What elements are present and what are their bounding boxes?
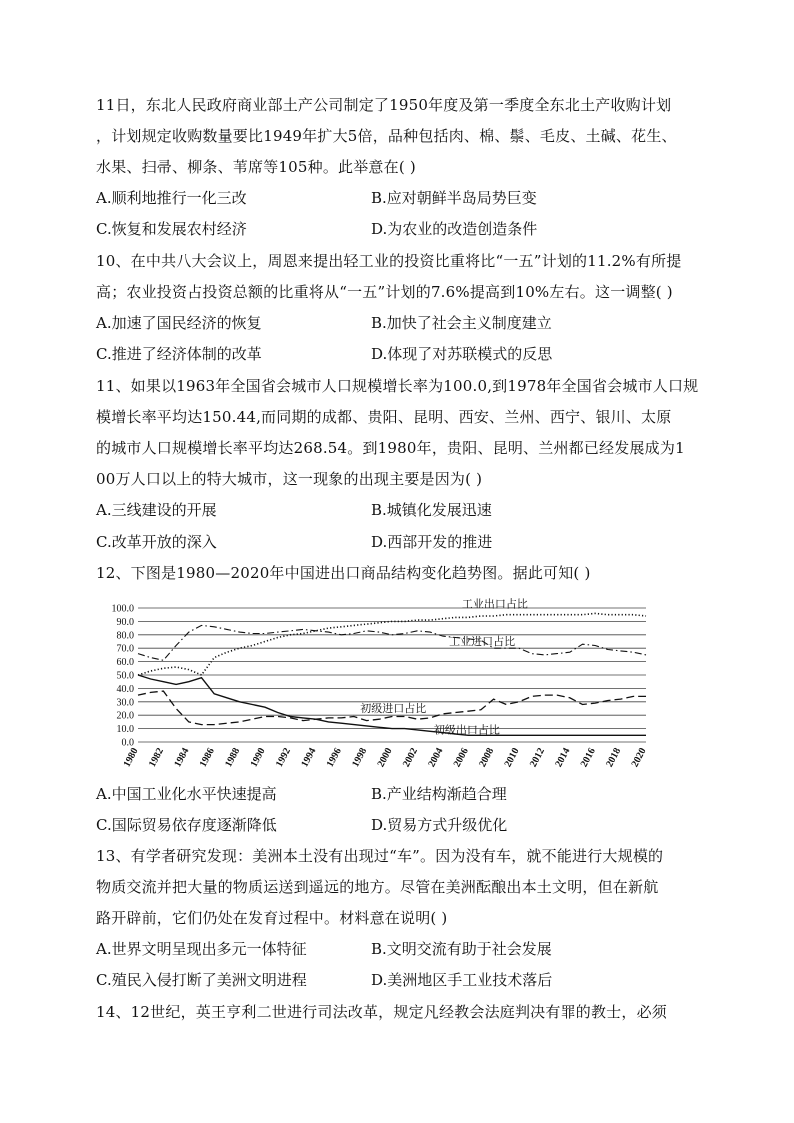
y-tick-label: 10.0 [116, 724, 134, 736]
option-a[interactable]: A.三线建设的开展 [96, 501, 217, 519]
x-tick-label: 1980 [121, 746, 141, 770]
y-tick-label: 30.0 [116, 697, 134, 709]
option-a[interactable]: A.顺利地推行一化三改 [96, 189, 247, 207]
x-tick-label: 2012 [527, 746, 548, 770]
option-d[interactable]: D.西部开发的推进 [371, 533, 493, 551]
option-d[interactable]: D.贸易方式升级优化 [371, 816, 508, 834]
x-tick-label: 2014 [553, 746, 573, 770]
x-tick-label: 2008 [477, 746, 497, 770]
x-tick-label: 2006 [451, 746, 471, 770]
option-d[interactable]: D.美洲地区手工业技术落后 [371, 971, 553, 989]
y-tick-label: 80.0 [116, 630, 134, 642]
y-tick-label: 60.0 [116, 657, 134, 669]
option-c[interactable]: C.殖民入侵打断了美洲文明进程 [96, 971, 307, 989]
option-b[interactable]: B.应对朝鲜半岛局势巨变 [371, 189, 537, 207]
question-text-line: 00万人口以上的特大城市，这一现象的出现主要是因为( ) [96, 470, 483, 488]
x-tick-label: 1990 [248, 746, 268, 770]
question-text-line: 模增长率平均达150.44,而同期的成都、贵阳、昆明、西安、兰州、西宁、银川、太原 [96, 408, 672, 426]
x-tick-label: 2016 [578, 746, 598, 770]
y-tick-label: 20.0 [116, 710, 134, 722]
x-tick-label: 2004 [426, 746, 446, 770]
trade-structure-chart [96, 596, 656, 776]
x-tick-label: 1982 [146, 746, 167, 770]
x-tick-label: 1984 [172, 746, 192, 770]
x-tick-label: 1988 [223, 746, 243, 770]
y-tick-label: 100.0 [111, 603, 134, 615]
y-tick-label: 70.0 [116, 643, 134, 655]
x-tick-label: 1986 [197, 746, 217, 770]
question-text-line: 10、在中共八大会议上，周恩来提出轻工业的投资比重将比“一五”计划的11.2%有所提 [96, 252, 682, 270]
y-tick-label: 40.0 [116, 683, 134, 695]
y-tick-label: 50.0 [116, 670, 134, 682]
option-a[interactable]: A.加速了国民经济的恢复 [96, 314, 262, 332]
x-tick-label: 2020 [629, 746, 649, 770]
series-label: 工业出口占比 [461, 598, 528, 611]
question-text-line: 高；农业投资占投资总额的比重将从“一五”计划的7.6%提高到10%左右。这一调整( ) [96, 283, 673, 301]
question-text-line: 路开辟前，它们仍处在发育过程中。材料意在说明( ) [96, 909, 448, 927]
question-text-line: 11日，东北人民政府商业部土产公司制定了1950年度及第一季度全东北土产收购计划 [96, 96, 672, 114]
series-label: 工业进口占比 [449, 635, 516, 648]
series-label: 初级出口占比 [433, 724, 500, 737]
option-c[interactable]: C.国际贸易依存度逐渐降低 [96, 816, 277, 834]
option-d[interactable]: D.体现了对苏联模式的反思 [371, 345, 553, 363]
option-b[interactable]: B.产业结构渐趋合理 [371, 785, 507, 803]
x-tick-label: 1998 [350, 746, 370, 770]
x-tick-label: 2000 [375, 746, 395, 770]
series-line [138, 625, 646, 660]
question-text-line: 水果、扫帚、柳条、苇席等105种。此举意在( ) [96, 158, 416, 176]
question-text-line: 的城市人口规模增长率平均达268.54。到1980年，贵阳、昆明、兰州都已经发展成为1 [96, 439, 685, 457]
option-b[interactable]: B.文明交流有助于社会发展 [371, 940, 552, 958]
line-chart [96, 596, 656, 776]
option-c[interactable]: C.恢复和发展农村经济 [96, 220, 247, 238]
series-label: 初级进口占比 [360, 702, 427, 715]
x-tick-label: 1994 [299, 746, 319, 770]
y-tick-label: 0.0 [121, 737, 134, 749]
y-tick-label: 90.0 [116, 616, 134, 628]
option-d[interactable]: D.为农业的改造创造条件 [371, 220, 538, 238]
x-tick-label: 1996 [324, 746, 344, 770]
question-text-line: 物质交流并把大量的物质运送到遥远的地方。尽管在美洲酝酿出本土文明，但在新航 [96, 878, 659, 896]
option-b[interactable]: B.城镇化发展迅速 [371, 501, 492, 519]
question-text-line: 11、如果以1963年全国省会城市人口规模增长率为100.0,到1978年全国省会城市人口规 [96, 377, 699, 395]
option-a[interactable]: A.中国工业化水平快速提高 [96, 785, 277, 803]
x-tick-label: 2018 [604, 746, 624, 770]
question-text-line: 12、下图是1980—2020年中国进出口商品结构变化趋势图。据此可知( ) [96, 564, 591, 582]
x-tick-label: 2010 [502, 746, 522, 770]
question-text-line: 13、有学者研究发现：美洲本土没有出现过“车”。因为没有车，就不能进行大规模的 [96, 847, 664, 865]
option-b[interactable]: B.加快了社会主义制度建立 [371, 314, 552, 332]
option-a[interactable]: A.世界文明呈现出多元一体特征 [96, 940, 307, 958]
option-c[interactable]: C.改革开放的深入 [96, 533, 217, 551]
x-tick-label: 1992 [273, 746, 294, 770]
x-tick-label: 2002 [400, 746, 421, 770]
question-text-line: 14、12世纪，英王亨利二世进行司法改革，规定凡经教会法庭判决有罪的教士，必须 [96, 1003, 667, 1021]
series-line [138, 613, 646, 675]
option-c[interactable]: C.推进了经济体制的改革 [96, 345, 262, 363]
question-text-line: ，计划规定收购数量要比1949年扩大5倍，品种包括肉、棉、鬃、毛皮、土碱、花生、 [96, 127, 677, 145]
